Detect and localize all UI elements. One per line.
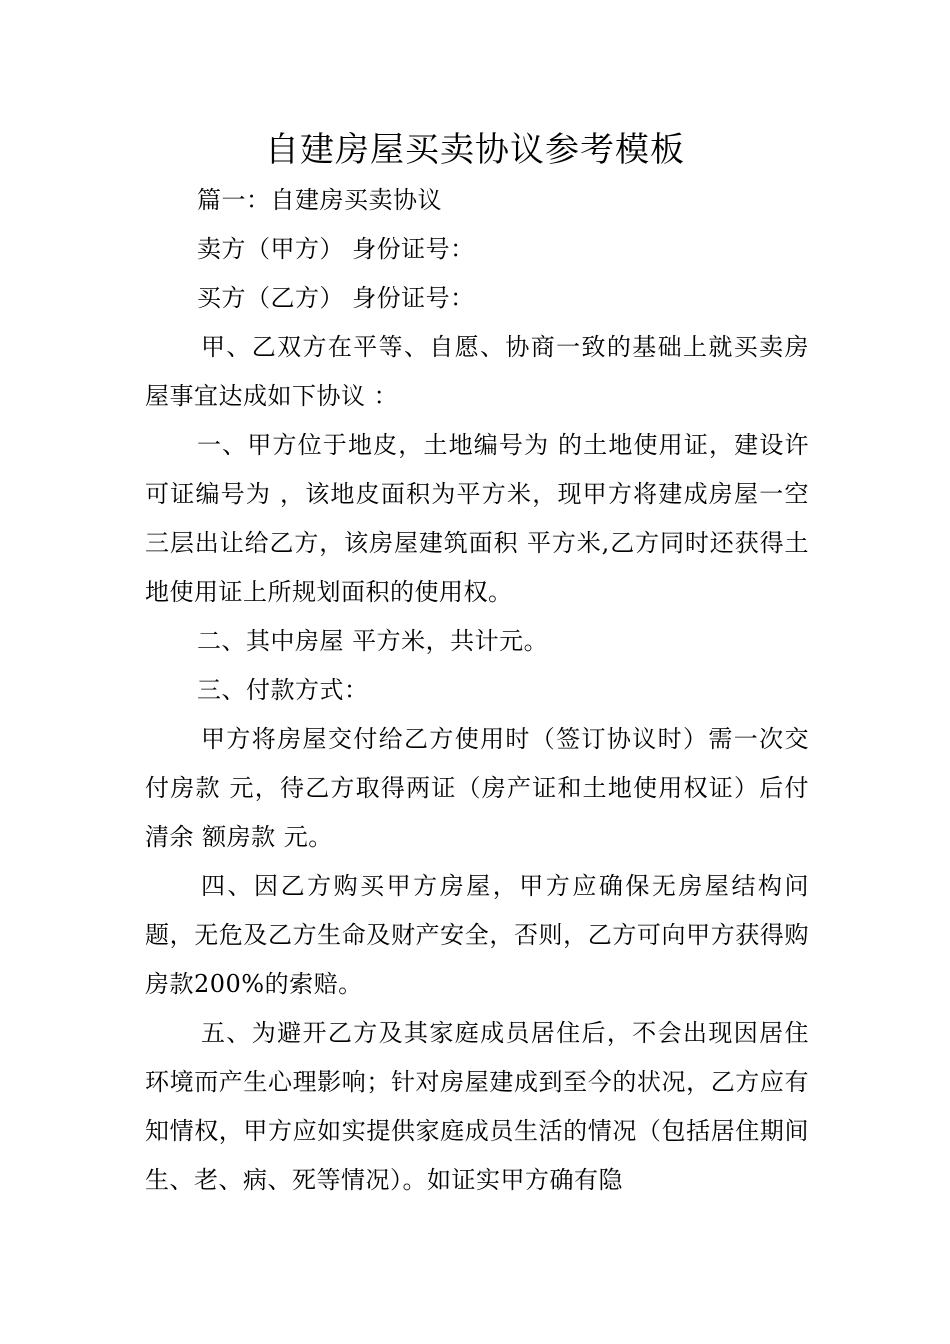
- paragraph-buyer: 买方（乙方） 身份证号：: [197, 284, 475, 312]
- paragraph-clause-5: 五、为避开乙方及其家庭成员居住后，不会出现因居住环境而产生心理影响；针对房屋建成到至今的状况，乙方应有知情权，甲方应如实提供家庭成员生活的情况（包括居住期间生、老、病、死等情况）。如证实甲方确有隐: [145, 1019, 809, 1194]
- paragraph-clause-4: 四、因乙方购买甲方房屋，甲方应确保无房屋结构问题，无危及乙方生命及财产安全，否则，乙方可向甲方获得购房款200%的索赔。: [145, 872, 809, 998]
- paragraph-clause-1: 一、甲方位于地皮，土地编号为 的土地使用证，建设许可证编号为 ，该地皮面积为平方米，现甲方将建成房屋一空三层出让给乙方，该房屋建筑面积 平方米,乙方同时还获得土地使用证上所规划面积的使用权。: [145, 431, 809, 606]
- paragraph-seller: 卖方（甲方） 身份证号：: [197, 235, 475, 263]
- paragraph-clause-2: 二、其中房屋 平方米，共计元。: [197, 627, 549, 655]
- document-title: 自建房屋买卖协议参考模板: [265, 130, 685, 170]
- paragraph-preamble: 甲、乙双方在平等、自愿、协商一致的基础上就买卖房屋事宜达成如下协议 ：: [145, 333, 809, 410]
- document-body: [145, 176, 809, 1205]
- paragraph-payment: 甲方将房屋交付给乙方使用时（签订协议时）需一次交付房款 元，待乙方取得两证（房产证和土地使用权证）后付清余 额房款 元。: [145, 725, 809, 851]
- paragraph-section-heading: 篇一：自建房买卖协议: [197, 186, 442, 214]
- paragraph-clause-3: 三、付款方式：: [197, 676, 369, 704]
